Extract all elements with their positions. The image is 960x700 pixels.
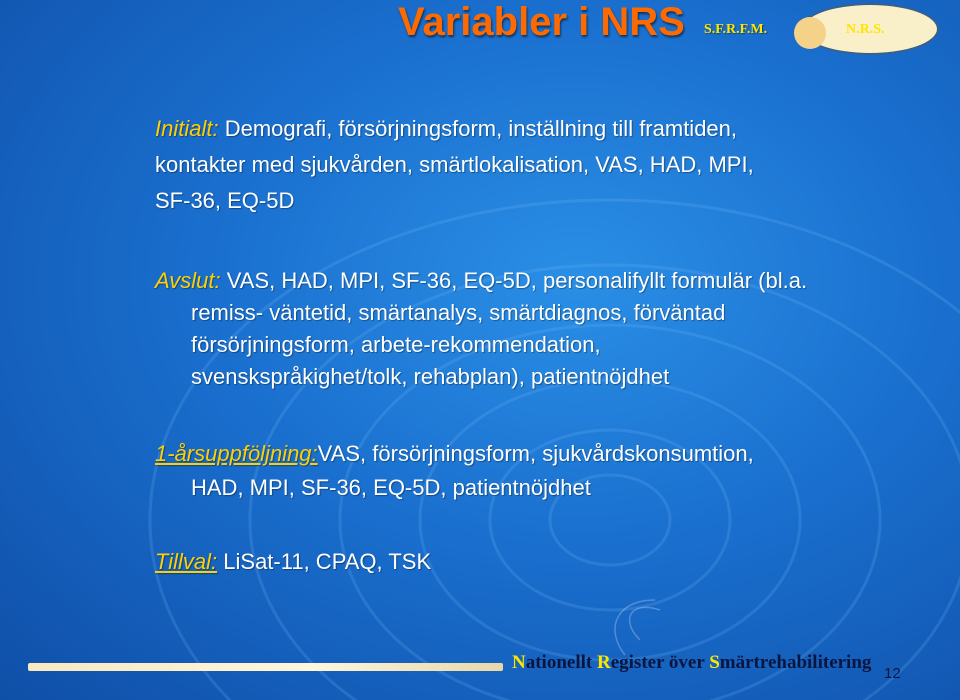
avslut-text-1: VAS, HAD, MPI, SF-36, EQ-5D, personalifyllt formulär (bl.a. <box>220 268 808 293</box>
tillval-label: Tillval: <box>155 549 218 574</box>
initialt-line-1 <box>155 111 754 147</box>
nrs-badge-label: N.R.S. <box>846 22 885 37</box>
arsuppfoljning-line-1 <box>155 436 754 472</box>
avslut-text-3: försörjningsform, arbete-rekommendation, <box>191 332 601 357</box>
footer-initial-n: N <box>512 652 526 673</box>
initialt-paragraph <box>155 111 754 219</box>
footer-bar <box>28 663 503 671</box>
initialt-text-1: Demografi, försörjningsform, inställning till framtiden, <box>218 116 738 141</box>
arsuppfoljning-paragraph <box>155 436 754 472</box>
footer-initial-r: R <box>596 652 611 673</box>
avslut-text-4: svenskspråkighet/tolk, rehabplan), patientnöjdhet <box>191 364 670 389</box>
tillval-text-1: LiSat-11, CPAQ, TSK <box>217 549 432 574</box>
initialt-text-2: kontakter med sjukvården, smärtlokalisation, VAS, HAD, MPI, <box>155 152 754 177</box>
arsuppfoljning-label: 1-årsuppföljning: <box>155 441 318 466</box>
initialt-label: Initialt: <box>155 116 219 141</box>
footer-word-2: egister över <box>610 652 710 673</box>
initialt-text-3: SF-36, EQ-5D <box>155 188 295 213</box>
avslut-label: Avslut: <box>155 268 221 293</box>
footer-word-3: märtrehabilitering <box>719 652 872 673</box>
footer-initial-s: S <box>709 652 720 673</box>
arsuppfoljning-indented <box>191 470 591 506</box>
footer-word-1: ationellt <box>525 652 597 673</box>
slide-title: Variabler i NRS <box>398 0 685 44</box>
avslut-paragraph <box>155 263 807 299</box>
title-abbreviation: S.F.R.F.M. <box>704 22 768 37</box>
page-number: 12 <box>884 665 901 682</box>
arsuppfoljning-text-2: HAD, MPI, SF-36, EQ-5D, patientnöjdhet <box>191 475 591 500</box>
badge-dot-icon <box>794 17 826 49</box>
arsuppfoljning-text-1: VAS, försörjningsform, sjukvårdskonsumtion, <box>317 441 754 466</box>
footer-organisation <box>512 652 871 674</box>
avslut-line-1 <box>155 263 807 299</box>
avslut-text-2: remiss- väntetid, smärtanalys, smärtdiagnos, förväntad <box>191 300 726 325</box>
tillval-paragraph <box>155 544 431 580</box>
avslut-indented <box>191 297 725 393</box>
tillval-line-1 <box>155 544 431 580</box>
